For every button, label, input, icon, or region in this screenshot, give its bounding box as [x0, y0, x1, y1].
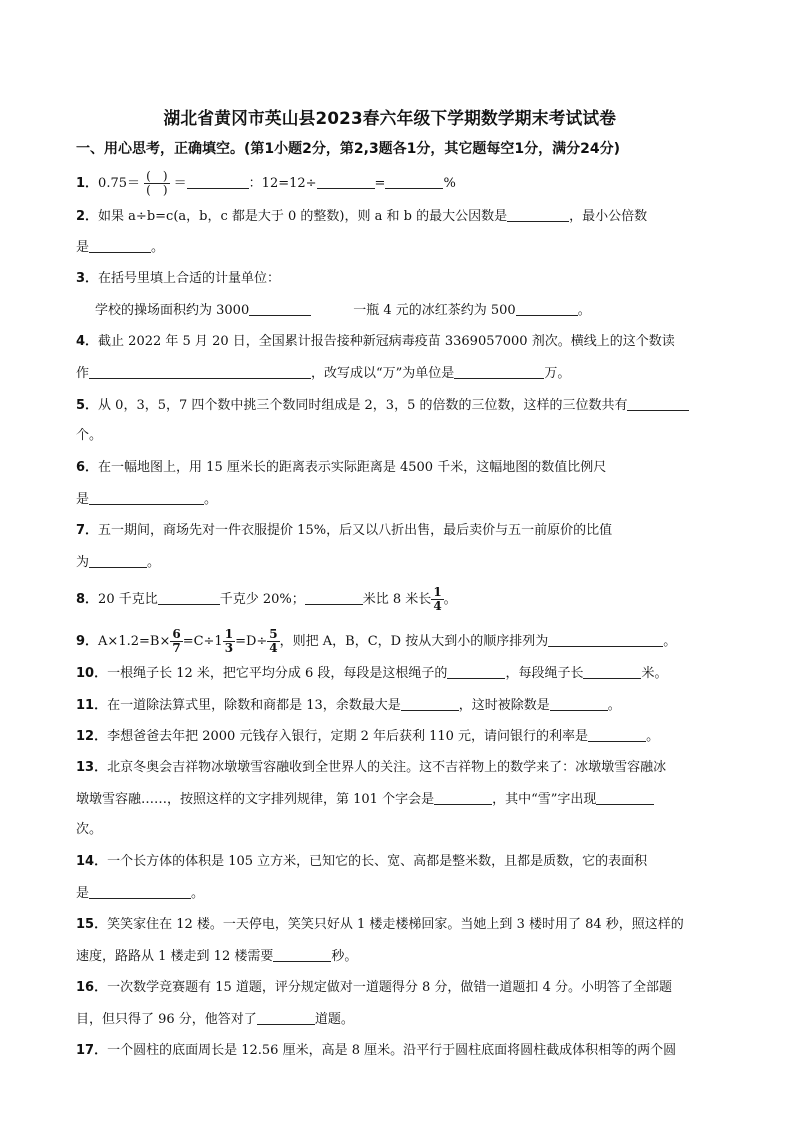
question-12: 12．李想爸爸去年把 2000 元钱存入银行，定期 2 年后获利 110 元，请问银行的利率是 。	[76, 729, 660, 744]
question-14: 14．一个长方体的体积是 105 立方米，已知它的长、宽、高都是整米数，且都是质数，它的表面积	[76, 854, 648, 869]
answer-blank[interactable]	[158, 590, 220, 605]
answer-blank[interactable]	[385, 174, 443, 189]
question-13-line-3: 次。	[76, 822, 103, 837]
question-5-line-2: 个。	[76, 428, 103, 443]
question-6: 6．在一幅地图上，用 15 厘米长的距离表示实际距离是 4500 千米，这幅地图的数值比例尺	[76, 460, 607, 475]
answer-blank[interactable]	[434, 790, 492, 805]
question-3-line-2: 学校的操场面积约为 3000 一瓶 4 元的冰红茶约为 500 。	[95, 303, 591, 318]
answer-blank[interactable]	[507, 207, 569, 222]
question-8: 8．20 千克比 千克少 20%； 米比 8 米长 $\frac{1}{4}$ 。	[76, 585, 457, 613]
answer-blank[interactable]	[89, 884, 191, 899]
question-3: 3．在括号里填上合适的计量单位：	[76, 271, 281, 286]
answer-blank[interactable]	[447, 664, 505, 679]
section-heading: 一、用心思考，正确填空。(第1小题2分，第2,3题各1分，其它题每空1分，满分24分)	[76, 141, 621, 157]
answer-blank[interactable]	[187, 174, 249, 189]
answer-blank[interactable]	[89, 553, 147, 568]
answer-blank[interactable]	[627, 396, 689, 411]
question-15-line-2: 速度，路路从 1 楼走到 12 楼需要 秒。	[76, 949, 358, 964]
question-9: 9．A×1.2=B× $\frac{6}{7}$ =C÷1 $\frac{1}{3}$ =D÷ $\frac{5}{4}$ ，则把 A，B，C，D 按从大到小的顺序排列为 。	[76, 627, 677, 655]
fraction: $\frac{5}{4}$	[269, 627, 278, 655]
question-17: 17．一个圆柱的底面周长是 12.56 厘米，高是 8 厘米。沿平行于圆柱底面将圆柱截成体积相等的两个圆	[76, 1043, 677, 1058]
paren-fraction: $\frac{( )}{( )}$	[146, 169, 168, 197]
question-13-line-2: 墩墩雪容融……，按照这样的文字排列规律，第 101 个字会是 ，其中“雪”字出现	[76, 790, 654, 809]
answer-blank[interactable]	[305, 590, 363, 605]
question-number: 1．	[76, 176, 99, 191]
question-14-line-2: 是 。	[76, 886, 205, 901]
answer-blank[interactable]	[548, 632, 663, 647]
answer-blank[interactable]	[454, 364, 544, 379]
answer-blank[interactable]	[550, 696, 608, 711]
question-7-line-2: 为 。	[76, 555, 161, 570]
question-7: 7．五一期间，商场先对一件衣服提价 15%，后又以八折出售，最后卖价与五一前原价的比值	[76, 523, 613, 538]
question-4: 4．截止 2022 年 5 月 20 日，全国累计报告接种新冠病毒疫苗 3369057000 剂次。横线上的这个数读	[76, 334, 675, 349]
question-10: 10．一根绳子长 12 米，把它平均分成 6 段，每段是这根绳子的 ，每段绳子长 米。	[76, 666, 668, 681]
answer-blank[interactable]	[596, 790, 654, 805]
fraction: $\frac{1}{4}$	[433, 585, 442, 613]
fraction: $\frac{6}{7}$	[172, 627, 181, 655]
answer-blank[interactable]	[89, 490, 204, 505]
answer-blank[interactable]	[89, 364, 311, 379]
answer-blank[interactable]	[273, 947, 331, 962]
answer-blank[interactable]	[401, 696, 459, 711]
question-2-line-2: 是 。	[76, 240, 165, 255]
question-1: 1．0.75＝ $\frac{( )}{( )}$ ＝ ：12=12÷ = %	[76, 169, 456, 197]
answer-blank[interactable]	[317, 174, 375, 189]
question-15: 15．笑笑家住在 12 楼。一天停电，笑笑只好从 1 楼走楼梯回家。当她上到 3 楼时用了 84 秒，照这样的	[76, 917, 684, 932]
question-4-line-2: 作 ，改写成以“万”为单位是 万。	[76, 366, 571, 381]
question-16-line-2: 目，但只得了 96 分，他答对了 道题。	[76, 1012, 354, 1027]
answer-blank[interactable]	[516, 301, 578, 316]
question-11: 11．在一道除法算式里，除数和商都是 13，余数最大是 ，这时被除数是 。	[76, 698, 621, 713]
answer-blank[interactable]	[588, 727, 646, 742]
question-6-line-2: 是 。	[76, 492, 218, 507]
question-2: 2．如果 a÷b=c(a，b，c 都是大于 0 的整数)，则 a 和 b 的最大公因数是 ，最小公倍数	[76, 209, 648, 224]
fraction: $\frac{1}{3}$	[224, 627, 234, 655]
answer-blank[interactable]	[89, 238, 151, 253]
answer-blank[interactable]	[257, 1010, 315, 1025]
answer-blank[interactable]	[583, 664, 641, 679]
exam-title: 湖北省黄冈市英山县2023春六年级下学期数学期末考试试卷	[163, 109, 617, 129]
answer-blank[interactable]	[249, 301, 311, 316]
question-13: 13．北京冬奥会吉祥物冰墩墩雪容融收到全世界人的关注。这不吉祥物上的数学来了：冰墩墩雪容融冰	[76, 760, 667, 775]
question-16: 16．一次数学竞赛题有 15 道题，评分规定做对一道题得分 8 分，做错一道题扣 4 分。小明答了全部题	[76, 980, 672, 995]
question-5: 5．从 0，3，5，7 四个数中挑三个数同时组成是 2，3，5 的倍数的三位数，这样的三位数共有	[76, 396, 689, 415]
